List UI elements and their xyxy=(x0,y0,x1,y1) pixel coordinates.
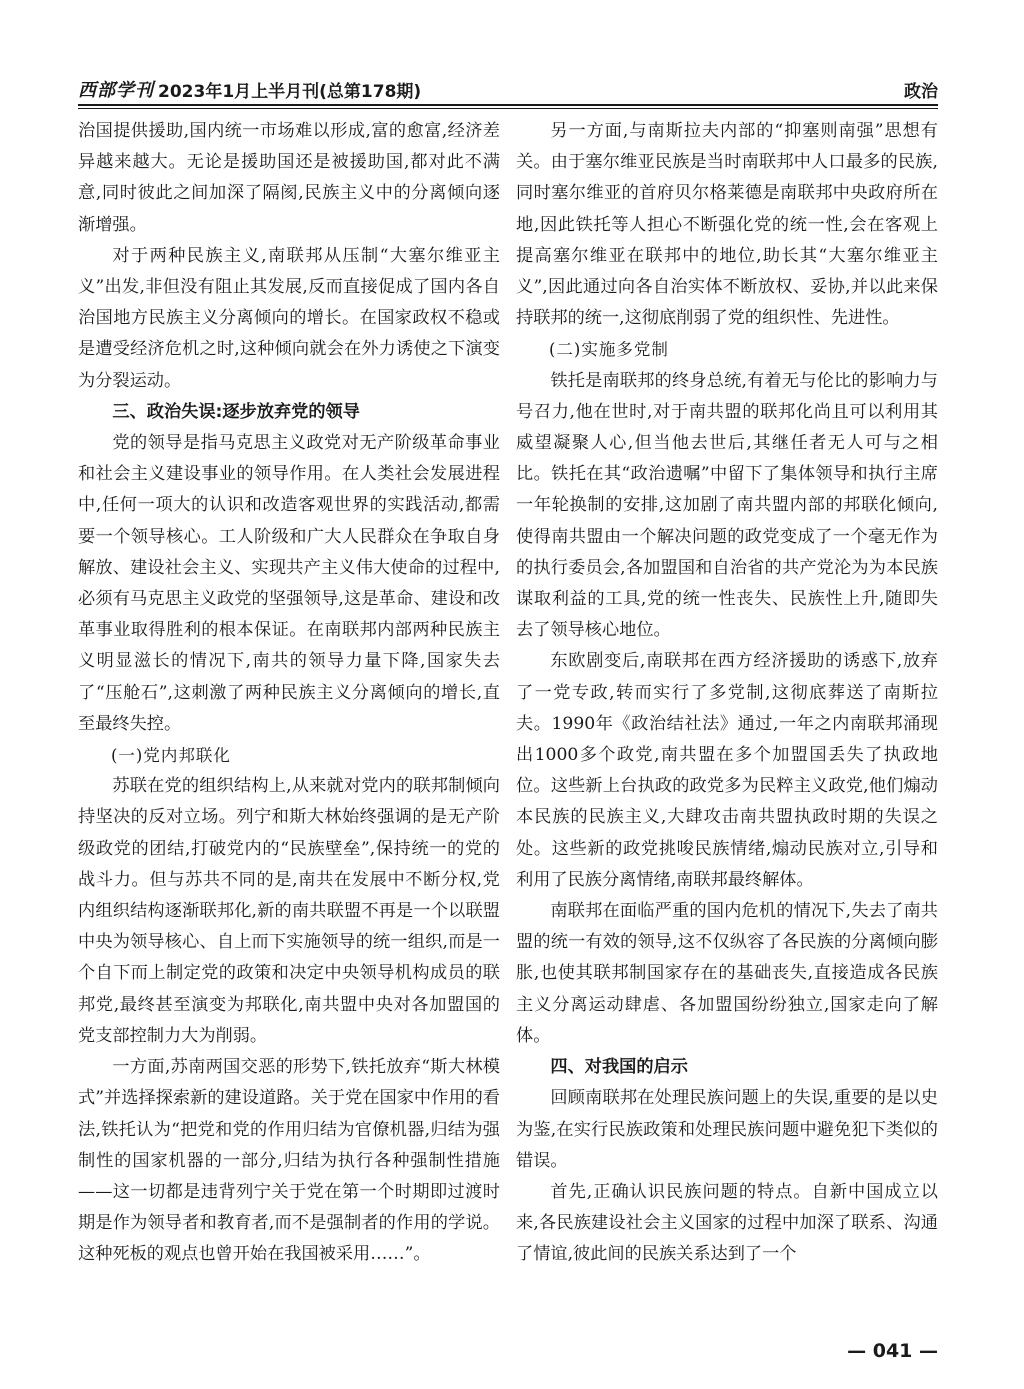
journal-logo: 西部学刊 xyxy=(78,80,154,101)
paragraph: 铁托是南联邦的终身总统,有着无与伦比的影响力与号召力,他在世时,对于南共盟的联邦化尚且可以利用其威望凝聚人心,但当他去世后,其继任者无人可与之相比。铁托在其“政治遗嘱”中留下了集体领导和执行主席一年轮换制的安排,这加剧了南共盟内部的邦联化倾向,使得南共盟由一个解决问题的政党变成了一个毫无作为的执行委员会,各加盟国和自治省的共产党沦为为本民族谋取利益的工具,党的统一性丧失、民族性上升,随即失去了领导核心地位。 xyxy=(516,370,938,641)
left-column xyxy=(78,116,500,1271)
page-number: — 041 — xyxy=(847,1340,938,1362)
paragraph: 另一方面,与南斯拉夫内部的“抑塞则南强”思想有关。由于塞尔维亚民族是当时南联邦中人口最多的民族,同时塞尔维亚的首府贝尔格莱德是南联邦中央政府所在地,因此铁托等人担心不断强化党的统一性,会在客观上提高塞尔维亚在联邦中的地位,助长其“大塞尔维亚主义”,因此通过向各自治实体不断放权、妥协,并以此来保持联邦的统一,这彻底削弱了党的组织性、先进性。 xyxy=(516,121,938,329)
issue-info: 2023年1月上半月刊(总第178期) xyxy=(158,82,422,102)
paragraph: 南联邦在面临严重的国内危机的情况下,失去了南共盟的统一有效的领导,这不仅纵容了各民族的分离倾向膨胀,也使其联邦制国家存在的基础丧失,直接造成各民族主义分离运动肆虐、各加盟国纷纷独立,国家走向了解体。 xyxy=(516,901,938,1046)
paragraph: 一方面,苏南两国交恶的形势下,铁托放弃“斯大林模式”并选择探索新的建设道路。关于党在国家中作用的看法,铁托认为“把党和党的作用归结为官僚机器,归结为强制性的国家机器的一部分,归结为执行各种强制性措施——这一切都是违背列宁关于党在第一个时期即过渡时期是作为领导者和教育者,而不是强制者的作用的学说。这种死板的观点也曾开始在我国被采用……”。 xyxy=(78,1057,500,1265)
section-heading: (一)党内邦联化 xyxy=(111,746,231,766)
paragraph: 苏联在党的组织结构上,从来就对党内的联邦制倾向持坚决的反对立场。列宁和斯大林始终强调的是无产阶级政党的团结,打破党内的“民族壁垒”,保持统一的党的战斗力。但与苏共不同的是,南共在发展中不断分权,党内组织结构逐渐联邦化,新的南共联盟不再是一个以联盟中央为领导核心、自上而下实施领导的统一组织,而是一个自下而上制定党的政策和决定中央领导机构成员的联邦党,最终甚至演变为邦联化,南共盟中央对各加盟国的党支部控制力大为削弱。 xyxy=(78,776,500,1046)
section-heading: 三、政治失误:逐步放弃党的领导 xyxy=(112,401,360,422)
section-heading: (二)实施多党制 xyxy=(549,340,669,360)
paragraph: 治国提供援助,国内统一市场难以形成,富的愈富,经济差异越来越大。无论是援助国还是被援助国,都对此不满意,同时彼此之间加深了隔阂,民族主义中的分离倾向逐渐增强。 xyxy=(78,121,500,235)
header-rule xyxy=(78,104,938,106)
running-header xyxy=(78,72,938,102)
header-rule-thin xyxy=(78,108,938,109)
section-heading: 四、对我国的启示 xyxy=(550,1057,688,1078)
right-column xyxy=(516,116,938,1271)
paragraph: 对于两种民族主义,南联邦从压制“大塞尔维亚主义”出发,非但没有阻止其发展,反而直接促成了国内各自治国地方民族主义分离倾向的增长。在国家政权不稳或是遭受经济危机之时,这种倾向就会在外力诱使之下演变为分裂运动。 xyxy=(78,245,500,391)
paragraph: 回顾南联邦在处理民族问题上的失误,重要的是以史为鉴,在实行民族政策和处理民族问题中避免犯下类似的错误。 xyxy=(516,1088,938,1171)
section-label: 政治 xyxy=(904,82,938,102)
paragraph: 首先,正确认识民族问题的特点。自新中国成立以来,各民族建设社会主义国家的过程中加深了联系、沟通了情谊,彼此间的民族关系达到了一个 xyxy=(516,1181,938,1265)
header-left xyxy=(78,76,421,102)
paragraph: 党的领导是指马克思主义政党对无产阶级革命事业和社会主义建设事业的领导作用。在人类社会发展进程中,任何一项大的认识和改造客观世界的实践活动,都需要一个领导核心。工人阶级和广大人民群众在争取自身解放、建设社会主义、实现共产主义伟大使命的过程中,必须有马克思主义政党的坚强领导,这是革命、建设和改革事业取得胜利的根本保证。在南联邦内部两种民族主义明显滋长的情况下,南共的领导力量下降,国家失去了“压舱石”,这刺激了两种民族主义分离倾向的增长,直至最终失控。 xyxy=(78,433,500,734)
paragraph: 东欧剧变后,南联邦在西方经济援助的诱惑下,放弃了一党专政,转而实行了多党制,这彻底葬送了南斯拉夫。1990年《政治结社法》通过,一年之内南联邦涌现出1000多个政党,南共盟在多个加盟国丢失了执政地位。这些新上台执政的政党多为民粹主义政党,他们煽动本民族的民族主义,大肆攻击南共盟执政时期的失误之处。这些新的政党挑唆民族情绪,煽动民族对立,引导和利用了民族分离情绪,南联邦最终解体。 xyxy=(516,651,938,890)
